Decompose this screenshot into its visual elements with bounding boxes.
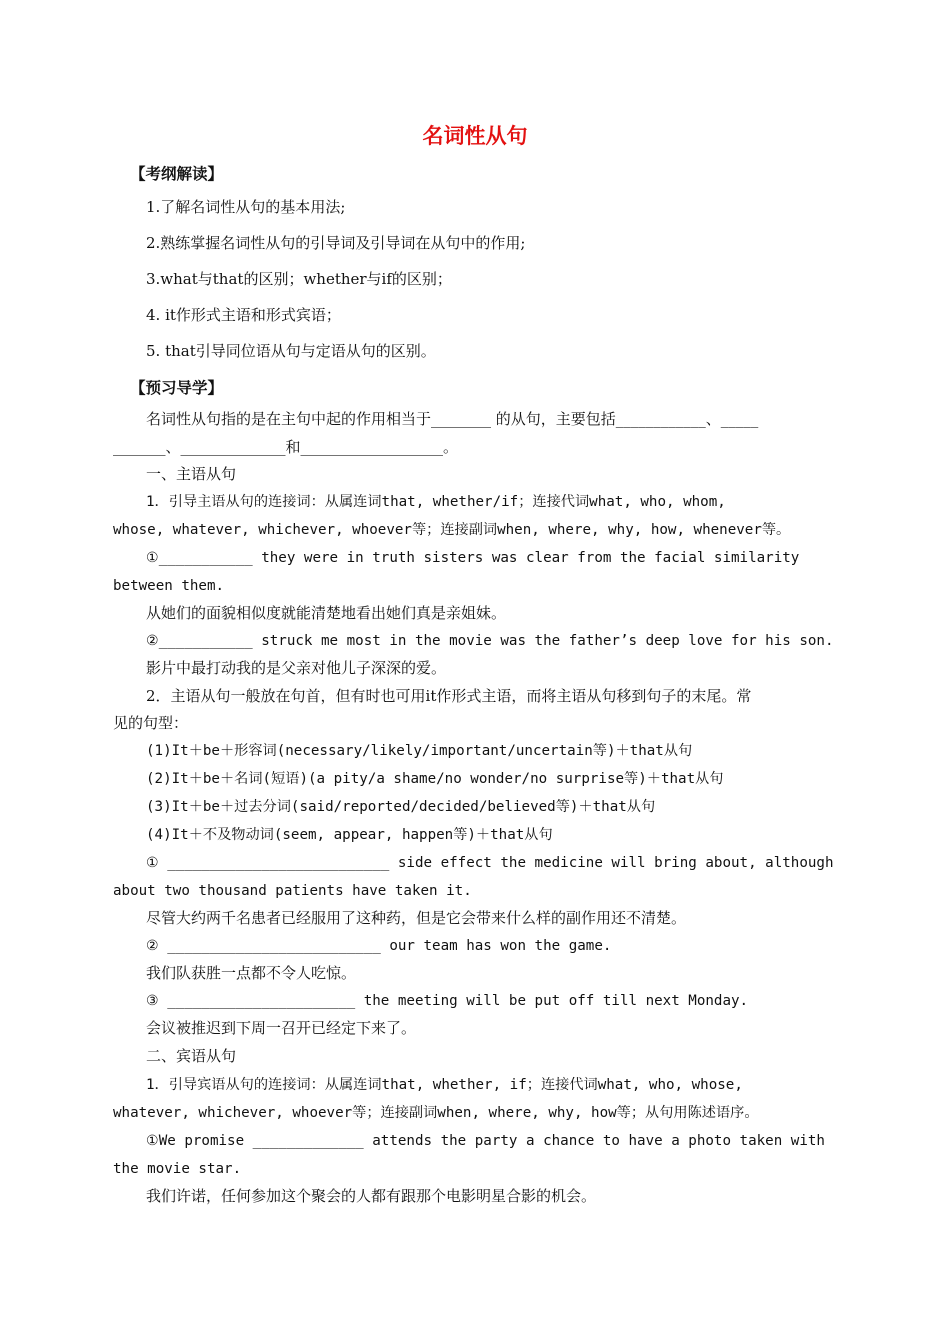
example-line: ③ ______________________ the meeting will be put off till next Monday.	[146, 993, 749, 1009]
paragraph-line: 2．主语从句一般放在句首，但有时也可用it作形式主语，而将主语从句移到句子的末尾。常	[146, 687, 752, 705]
translation-line: 从她们的面貌相似度就能清楚地看出她们真是亲姐妹。	[146, 604, 507, 622]
paragraph-line: 1．引导主语从句的连接词：从属连词that, whether/if；连接代词what, who, whom,	[146, 494, 726, 510]
syllabus-item: 4. it作形式主语和形式宾语；	[146, 306, 341, 324]
intro-line: _______、______________和___________________。	[113, 438, 459, 456]
page-title: 名词性从句	[422, 124, 528, 148]
example-line: ① __________________________ side effect the medicine will bring about, although	[146, 855, 834, 871]
syllabus-item: 2.熟练掌握名词性从句的引导词及引导词在从句中的作用;	[146, 234, 526, 252]
translation-line: 尽管大约两千名患者已经服用了这种药，但是它会带来什么样的副作用还不清楚。	[146, 909, 687, 927]
translation-line: 影片中最打动我的是父亲对他儿子深深的爱。	[146, 659, 447, 677]
example-line: ② _________________________ our team has won the game.	[146, 938, 612, 954]
pattern-line: (3)It＋be＋过去分词(said/reported/decided/believed等)＋that从句	[146, 799, 656, 815]
syllabus-item: 3.what与that的区别；whether与if的区别；	[146, 270, 452, 288]
section-heading-preview: 【预习导学】	[130, 379, 224, 397]
translation-line: 我们队获胜一点都不令人吃惊。	[146, 964, 357, 982]
paragraph-line: whose, whatever, whichever, whoever等；连接副词when, where, why, how, whenever等。	[113, 522, 791, 538]
example-line: about two thousand patients have taken it.	[113, 883, 472, 899]
paragraph-line: 1．引导宾语从句的连接词：从属连词that, whether, if；连接代词what, who, whose,	[146, 1077, 743, 1093]
example-line: between them.	[113, 578, 225, 594]
paragraph-line: 见的句型：	[113, 714, 189, 732]
section-heading-syllabus: 【考纲解读】	[130, 165, 224, 183]
pattern-line: (2)It＋be＋名词(短语)(a pity/a shame/no wonder/no surprise等)＋that从句	[146, 771, 724, 787]
paragraph-line: whatever, whichever, whoever等；连接副词when, where, why, how等；从句用陈述语序。	[113, 1105, 759, 1121]
pattern-line: (1)It＋be＋形容词(necessary/likely/important/uncertain等)＋that从句	[146, 743, 693, 759]
example-line: the movie star.	[113, 1161, 242, 1177]
pattern-line: (4)It＋不及物动词(seem, appear, happen等)＋that从句	[146, 827, 553, 843]
example-line: ①___________ they were in truth sisters was clear from the facial similarity	[146, 550, 800, 566]
translation-line: 我们许诺，任何参加这个聚会的人都有跟那个电影明星合影的机会。	[146, 1187, 597, 1205]
subject-clause-heading: 一、主语从句	[146, 465, 237, 483]
intro-line: 名词性从句指的是在主句中起的作用相当于________ 的从句，主要包括____________、_____	[146, 410, 759, 428]
example-line: ①We promise _____________ attends the party a chance to have a photo taken with	[146, 1133, 825, 1149]
example-line: ②___________ struck me most in the movie was the father’s deep love for his son.	[146, 633, 834, 649]
syllabus-item: 5. that引导同位语从句与定语从句的区别。	[146, 342, 436, 360]
syllabus-item: 1.了解名词性从句的基本用法;	[146, 198, 346, 216]
translation-line: 会议被推迟到下周一召开已经定下来了。	[146, 1019, 417, 1037]
object-clause-heading: 二、宾语从句	[146, 1047, 237, 1065]
